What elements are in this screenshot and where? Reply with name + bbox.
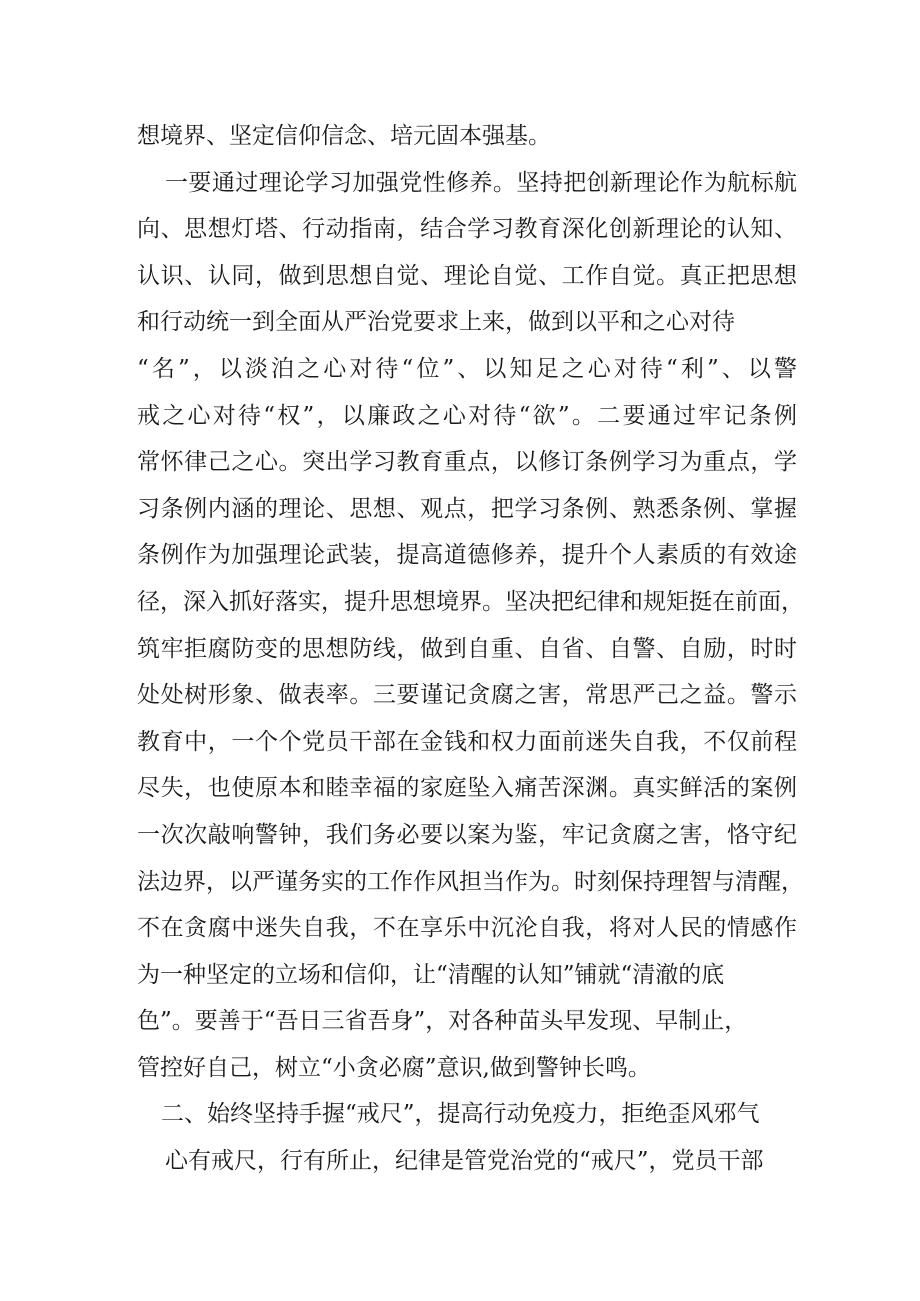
text-line-9: 习条例内涵的理论、思想、观点，把学习条例、熟悉条例、掌握	[137, 495, 797, 522]
text-line-6: “名”，以淡泊之心对待“位”、以知足之心对待“利”、以警	[137, 355, 797, 382]
document-body	[137, 113, 804, 1185]
text-line-4: 认识、认同，做到思想自觉、理论自觉、工作自觉。真正把思想	[137, 262, 797, 289]
text-line-5: 和行动统一到全面从严治党要求上来，做到以平和之心对待	[137, 309, 735, 336]
text-line-10: 条例作为加强理论武装，提高道德修养，提升个人素质的有效途	[137, 542, 797, 569]
text-line-18: 不在贪腐中迷失自我，不在享乐中沉沦自我，将对人民的情感作	[137, 915, 797, 942]
text-line-19: 为一种坚定的立场和信仰，让“清醒的认知”铺就“清澈的底	[137, 961, 725, 988]
text-line-1: 想境界、坚定信仰信念、培元固本强基。	[137, 123, 551, 149]
text-line-7: 戒之心对待“权”，以廉政之心对待“欲”。二要通过牢记条例	[137, 402, 797, 429]
text-line-21: 管控好自己，树立“小贪必腐”意识,做到警钟长鸣。	[137, 1054, 651, 1081]
section-heading: 二、始终坚持手握“戒尺”，提高行动免疫力，拒绝歪风邪气	[161, 1101, 760, 1128]
text-line-12: 筑牢拒腐防变的思想防线，做到自重、自省、自警、自励，时时	[137, 635, 797, 662]
text-line-17: 法边界，以严谨务实的工作作风担当作为。时刻保持理智与清醒，	[137, 868, 804, 895]
text-line-23: 心有戒尺，行有所止，纪律是管党治党的“戒尺”，党员干部	[165, 1148, 764, 1175]
text-line-3: 向、思想灯塔、行动指南，结合学习教育深化创新理论的认知、	[137, 216, 797, 243]
text-line-14: 教育中，一个个党员干部在金钱和权力面前迷失自我，不仅前程	[137, 728, 797, 755]
text-line-11: 径，深入抓好落实，提升思想境界。坚决把纪律和规矩挺在前面，	[137, 588, 804, 615]
text-line-13: 处处树形象、做表率。三要谨记贪腐之害，常思严己之益。警示	[137, 682, 797, 709]
text-line-15: 尽失，也使原本和睦幸福的家庭坠入痛苦深渊。真实鲜活的案例	[137, 775, 797, 802]
text-line-20: 色”。要善于“吾日三省吾身”，对各种苗头早发现、早制止，	[137, 1008, 748, 1035]
text-line-2: 一要通过理论学习加强党性修养。坚持把创新理论作为航标航	[165, 169, 797, 196]
text-line-16: 一次次敲响警钟，我们务必要以案为鉴，牢记贪腐之害，恪守纪	[137, 821, 797, 848]
text-line-8: 常怀律己之心。突出学习教育重点，以修订条例学习为重点，学	[137, 449, 797, 476]
